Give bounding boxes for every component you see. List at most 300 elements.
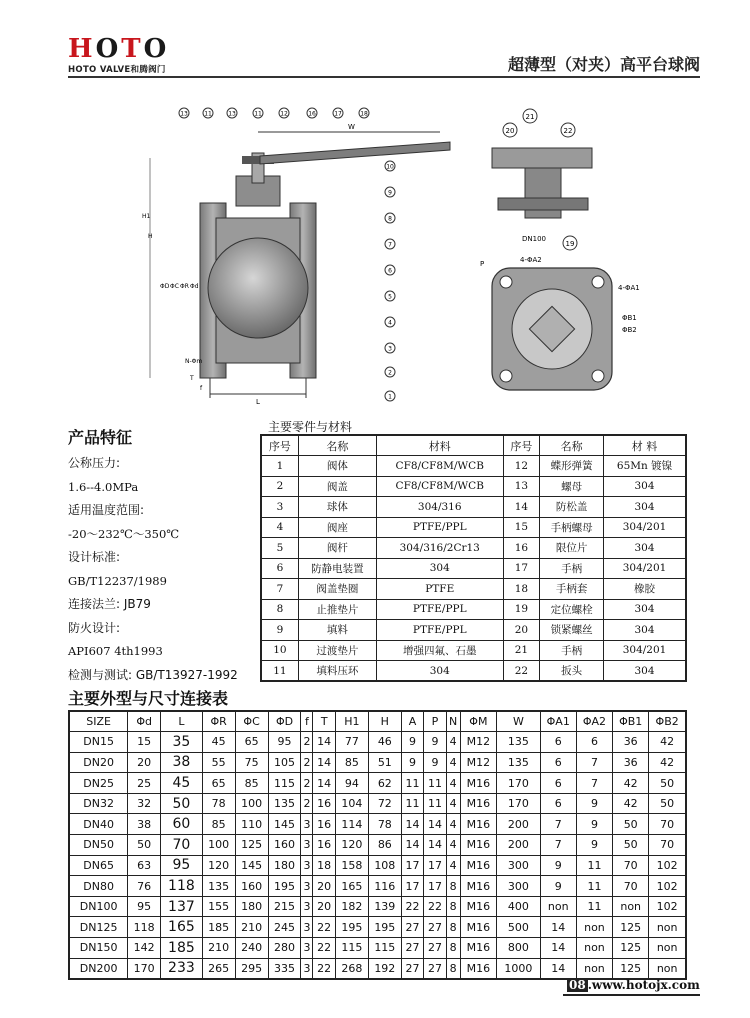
table-row [69,896,686,917]
part-bubble [385,317,395,327]
table-cell: 8 [446,876,460,897]
table-cell: 手柄 [540,640,604,661]
table-cell: 158 [335,855,368,876]
table-cell: non [576,917,612,938]
column-header: ΦR [202,711,235,732]
dim-label: H [148,233,153,240]
column-header: N [446,711,460,732]
table-cell: 15 [128,732,161,753]
svg-text:8: 8 [388,215,392,223]
table-cell: 335 [268,958,301,979]
table-cell: 14 [540,958,576,979]
table-cell: 304 [376,661,503,682]
table-cell: 3 [301,896,313,917]
table-row [261,661,686,682]
dim-label: T [190,375,194,382]
table-cell: non [540,896,576,917]
table-cell: 14 [401,835,423,856]
table-cell: 2 [301,773,313,794]
table-cell: 9 [576,814,612,835]
table-cell: 14 [424,814,446,835]
table-cell: 304 [604,620,686,641]
table-cell: 45 [161,773,203,794]
part-callouts-right [385,161,395,401]
table-cell: 35 [161,732,203,753]
table-cell: 手柄 [540,558,604,579]
table-cell: 27 [424,917,446,938]
table-cell: 118 [161,876,203,897]
part-bubble [279,108,289,118]
table-cell: 17 [401,855,423,876]
table-cell: 9 [401,752,423,773]
table-cell: 65 [202,773,235,794]
table-cell: CF8/CF8M/WCB [376,456,503,477]
table-cell: 50 [613,814,649,835]
part-bubble [253,108,263,118]
table-cell: 75 [235,752,268,773]
table-cell: 32 [128,793,161,814]
table-cell: 5 [261,538,298,559]
table-cell: 4 [261,517,298,538]
table-cell: 95 [128,896,161,917]
svg-text:6: 6 [388,267,392,275]
column-header: f [301,711,313,732]
table-row [69,732,686,753]
table-cell: 2 [301,732,313,753]
table-cell: 阀杆 [298,538,376,559]
table-cell: 170 [497,773,540,794]
table-cell: 1 [261,456,298,477]
table-cell: 304 [604,476,686,497]
table-cell: 阀盖 [298,476,376,497]
table-cell: 102 [649,855,686,876]
table-row [69,773,686,794]
dim-label: ΦC [170,283,179,290]
table-cell: 210 [235,917,268,938]
table-cell: 手柄螺母 [540,517,604,538]
table-cell: 11 [424,793,446,814]
table-cell: 6 [540,793,576,814]
dims-heading: 主要外型与尺寸连接表 [68,689,229,708]
table-row [261,497,686,518]
svg-text:12: 12 [280,110,288,118]
table-cell: 210 [202,938,235,959]
table-cell: non [649,917,686,938]
dim-label: Φd [190,283,199,290]
header-divider [68,76,700,78]
table-cell: 8 [446,958,460,979]
table-cell: 9 [401,732,423,753]
table-cell: 9 [540,855,576,876]
table-cell: 蝶形弹簧 [540,456,604,477]
table-cell: 304 [604,661,686,682]
table-cell: 304/201 [604,558,686,579]
table-cell: 36 [613,732,649,753]
table-cell: 22 [503,661,540,682]
table-cell: 300 [497,876,540,897]
table-cell: 50 [649,773,686,794]
table-cell: 11 [424,773,446,794]
part-bubble [385,367,395,377]
table-cell: DN125 [69,917,128,938]
table-cell: 185 [202,917,235,938]
table-cell: 19 [503,599,540,620]
table-cell: 70 [161,835,203,856]
dim-label: W [348,123,355,131]
part-bubble [227,108,237,118]
feature-line: 连接法兰: JB79 [68,597,151,611]
table-cell: 11 [576,855,612,876]
table-cell: 6 [540,752,576,773]
table-cell: non [576,958,612,979]
table-cell: 4 [446,752,460,773]
table-cell: 182 [335,896,368,917]
table-cell: 95 [161,855,203,876]
table-row [69,855,686,876]
column-header: ΦA2 [576,711,612,732]
table-cell: 200 [497,835,540,856]
table-header-row [69,711,686,732]
logo-wordmark [68,36,188,62]
table-cell: 85 [202,814,235,835]
table-cell: 27 [401,958,423,979]
table-cell: 阀座 [298,517,376,538]
table-cell: non [649,938,686,959]
column-header: 名称 [298,435,376,456]
table-cell: 135 [268,793,301,814]
svg-text:5: 5 [388,293,392,301]
table-cell: 9 [576,835,612,856]
table-cell: 70 [649,814,686,835]
table-row [261,599,686,620]
table-cell: 38 [128,814,161,835]
table-cell: 8 [446,917,460,938]
part-bubble [385,161,395,171]
detail-caption: DN100 [522,235,546,243]
column-header: 序号 [261,435,298,456]
table-cell: 50 [613,835,649,856]
table-cell: 11 [576,876,612,897]
table-cell: 6 [540,732,576,753]
table-cell: 195 [335,917,368,938]
table-cell: 50 [128,835,161,856]
table-cell: 17 [424,855,446,876]
table-cell: 65Mn 镀镍 [604,456,686,477]
table-cell: 120 [335,835,368,856]
table-cell: 11 [401,773,423,794]
table-row [261,620,686,641]
table-cell: 25 [128,773,161,794]
svg-text:10: 10 [386,163,394,171]
table-cell: 3 [301,917,313,938]
table-cell: 78 [202,793,235,814]
table-cell: 72 [368,793,401,814]
table-cell: 11 [401,793,423,814]
feature-line: 1.6--4.0MPa [68,479,139,494]
table-cell: 160 [268,835,301,856]
table-row [69,835,686,856]
table-cell: 42 [613,793,649,814]
table-cell: DN25 [69,773,128,794]
table-cell: CF8/CF8M/WCB [376,476,503,497]
table-cell: 86 [368,835,401,856]
table-cell: DN20 [69,752,128,773]
table-cell: 14 [424,835,446,856]
svg-text:3: 3 [388,345,392,353]
table-cell: 14 [313,752,335,773]
feature-line: 检测与测试: GB/T13927-1992 [68,667,238,682]
footer-divider [563,994,700,996]
footer-website: .www.hotojx.com [587,978,700,992]
table-cell: 233 [161,958,203,979]
table-cell: DN65 [69,855,128,876]
table-cell: 115 [268,773,301,794]
table-cell: 3 [301,855,313,876]
table-cell: 14 [540,938,576,959]
column-header: W [497,711,540,732]
table-cell: 135 [202,876,235,897]
table-cell: 6 [576,732,612,753]
table-cell: 3 [301,938,313,959]
flange-label: P [480,260,485,268]
table-cell: 116 [368,876,401,897]
svg-text:19: 19 [565,240,575,248]
part-bubble [307,108,317,118]
table-cell: 120 [202,855,235,876]
table-cell: 8 [446,938,460,959]
table-row [69,752,686,773]
table-cell: 160 [235,876,268,897]
page-number: 08 [569,978,586,992]
table-cell: non [576,938,612,959]
table-cell: 13 [503,476,540,497]
part-bubble [385,213,395,223]
table-cell: M16 [460,917,497,938]
table-cell: 限位片 [540,538,604,559]
table-cell: 70 [613,876,649,897]
table-cell: 11 [576,896,612,917]
table-cell: 46 [368,732,401,753]
table-cell: 400 [497,896,540,917]
table-row [69,876,686,897]
table-cell: 240 [235,938,268,959]
table-cell: 9 [261,620,298,641]
table-cell: 42 [613,773,649,794]
table-cell: 7 [576,773,612,794]
table-cell: 100 [235,793,268,814]
table-cell: 16 [313,814,335,835]
table-cell: DN100 [69,896,128,917]
part-bubble [523,109,537,123]
table-cell: 7 [261,579,298,600]
table-cell: 200 [497,814,540,835]
column-header: P [424,711,446,732]
table-row [261,640,686,661]
table-cell: PTFE/PPL [376,599,503,620]
table-cell: 22 [313,958,335,979]
table-cell: 145 [268,814,301,835]
table-row [261,476,686,497]
table-cell: 63 [128,855,161,876]
table-cell: 1000 [497,958,540,979]
table-row [261,579,686,600]
table-cell: 4 [446,732,460,753]
table-cell: 95 [268,732,301,753]
table-cell: 115 [335,938,368,959]
table-cell: 78 [368,814,401,835]
svg-text:13: 13 [180,110,188,118]
table-cell: 27 [424,958,446,979]
table-cell: 304/316 [376,497,503,518]
table-cell: 定位螺栓 [540,599,604,620]
table-cell: 70 [649,835,686,856]
part-bubble [385,239,395,249]
feature-line: 防火设计: [68,620,121,635]
feature-line: 适用温度范围: [68,503,145,517]
table-cell: 77 [335,732,368,753]
table-cell: 20 [313,896,335,917]
table-cell: 55 [202,752,235,773]
table-cell: 295 [235,958,268,979]
table-cell: 304 [604,538,686,559]
part-bubble [333,108,343,118]
table-cell: 195 [368,917,401,938]
table-cell: 18 [503,579,540,600]
table-cell: 阀盖垫圈 [298,579,376,600]
table-cell: M16 [460,793,497,814]
table-cell: 135 [497,752,540,773]
table-cell: 7 [540,814,576,835]
table-cell: 填料压环 [298,661,376,682]
table-cell: 9 [576,793,612,814]
flange-label: 4-ΦA2 [520,256,542,264]
table-cell: 2 [301,752,313,773]
dim-label: f [200,385,203,392]
table-cell: DN15 [69,732,128,753]
table-row [69,958,686,979]
table-cell: 125 [613,938,649,959]
table-cell: 45 [202,732,235,753]
table-cell: DN50 [69,835,128,856]
table-cell: 9 [424,752,446,773]
table-cell: 阀体 [298,456,376,477]
column-header: 材料 [376,435,503,456]
column-header: ΦM [460,711,497,732]
table-cell: 14 [313,732,335,753]
table-cell: 扳头 [540,661,604,682]
table-row [69,814,686,835]
table-cell: 16 [503,538,540,559]
flange-label: ΦB2 [622,326,637,334]
table-cell: 108 [368,855,401,876]
table-cell: 245 [268,917,301,938]
table-cell: 22 [313,917,335,938]
table-cell: 手柄套 [540,579,604,600]
table-cell: 135 [497,732,540,753]
table-cell: 76 [128,876,161,897]
brand-logo [68,36,188,75]
table-cell: 8 [261,599,298,620]
table-cell: 22 [424,896,446,917]
column-header: A [401,711,423,732]
svg-text:18: 18 [360,110,368,118]
table-cell: 304 [604,497,686,518]
table-cell: 20 [128,752,161,773]
part-bubble [385,391,395,401]
table-cell: 85 [235,773,268,794]
table-cell: 165 [335,876,368,897]
table-cell: 280 [268,938,301,959]
column-header: 名称 [540,435,604,456]
table-cell: 球体 [298,497,376,518]
column-header: 序号 [503,435,540,456]
table-cell: 265 [202,958,235,979]
table-cell: 137 [161,896,203,917]
logo-letter: H [68,34,94,64]
table-cell: 17 [401,876,423,897]
table-cell: 27 [401,917,423,938]
table-cell: M16 [460,835,497,856]
table-cell: 6 [261,558,298,579]
table-cell: M16 [460,876,497,897]
table-cell: 42 [649,732,686,753]
table-cell: 21 [503,640,540,661]
table-cell: 2 [261,476,298,497]
svg-text:9: 9 [388,189,392,197]
table-cell: 125 [613,958,649,979]
table-cell: 125 [613,917,649,938]
table-cell: 60 [161,814,203,835]
table-cell: 9 [424,732,446,753]
logo-letter: T [121,34,142,64]
table-cell: 142 [128,938,161,959]
svg-text:2: 2 [388,369,392,377]
table-cell: 14 [503,497,540,518]
table-cell: 2 [301,793,313,814]
column-header: ΦB1 [613,711,649,732]
table-cell: 14 [401,814,423,835]
table-cell: 8 [446,896,460,917]
table-cell: 橡胶 [604,579,686,600]
flange-top-view [480,236,640,390]
part-bubble [385,291,395,301]
table-cell: 36 [613,752,649,773]
table-cell: PTFE [376,579,503,600]
table-cell: 62 [368,773,401,794]
table-cell: 304/316/2Cr13 [376,538,503,559]
part-bubble [359,108,369,118]
table-cell: 27 [401,938,423,959]
valve-technical-drawing [120,98,680,418]
table-cell: 螺母 [540,476,604,497]
part-bubble [385,187,395,197]
table-cell: 16 [313,835,335,856]
table-cell: M12 [460,732,497,753]
table-cell: 14 [313,773,335,794]
table-cell: DN80 [69,876,128,897]
feature-line: API607 4th1993 [68,644,163,658]
table-cell: M16 [460,938,497,959]
table-cell: 100 [202,835,235,856]
table-row [69,793,686,814]
table-cell: M16 [460,958,497,979]
svg-text:21: 21 [525,113,535,121]
table-cell: 215 [268,896,301,917]
features-heading: 产品特征 [68,428,133,447]
table-cell: 155 [202,896,235,917]
column-header: T [313,711,335,732]
table-cell: 139 [368,896,401,917]
